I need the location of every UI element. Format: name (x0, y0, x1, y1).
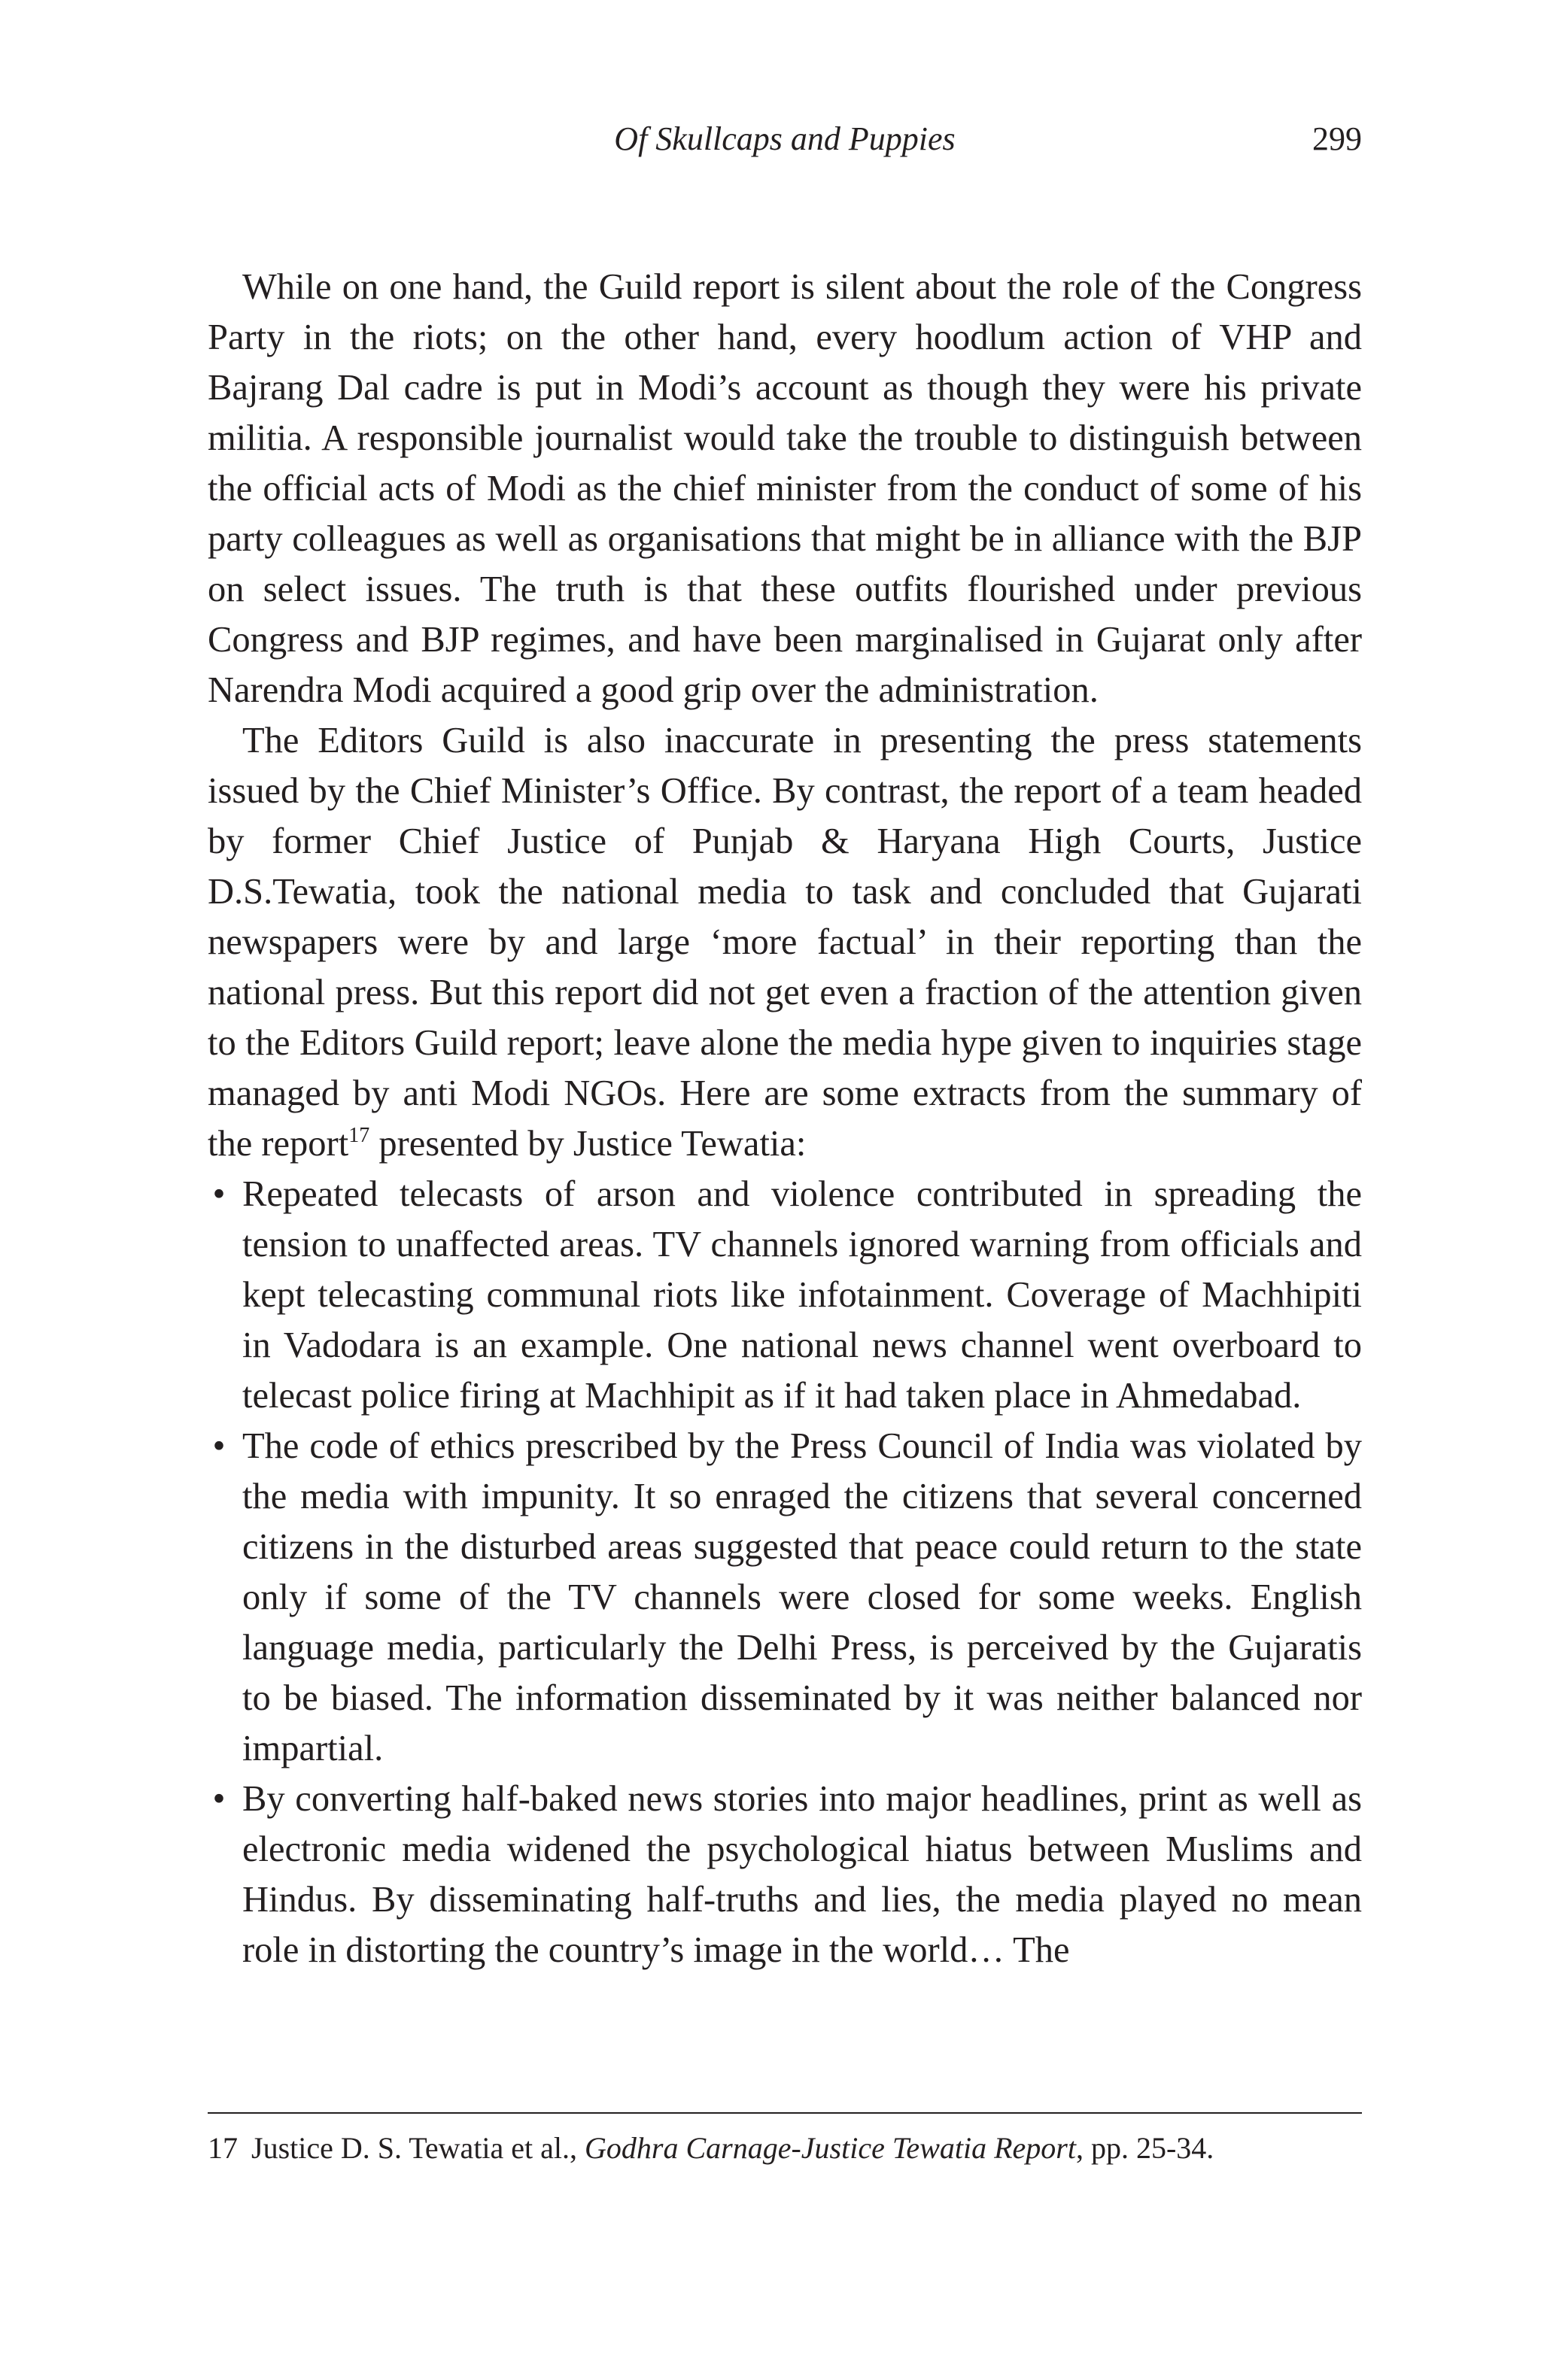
page-number: 299 (1312, 120, 1362, 157)
footnote (208, 2126, 1362, 2171)
bullet-icon: • (212, 1174, 226, 1214)
footnote-divider (208, 2112, 1362, 2114)
bullet-text: By converting half-baked news stories into major headlines, print as well as electronic media widened the psychological hiatus between Muslims and Hindus. By disseminating half-truths and lies, the media played no mean role in distorting the country’s image in the world… The (242, 1779, 1362, 1970)
bullet-list (208, 1169, 1362, 1975)
paragraph (208, 715, 1362, 1169)
body-text (208, 262, 1362, 1975)
bullet-item (208, 1169, 1362, 1421)
running-head (208, 113, 1362, 165)
footnote-pages: , pp. 25-34. (1075, 2131, 1214, 2165)
paragraph-text: The Editors Guild is also inaccurate in presenting the press statements issued by the Chief Minister’s Office. By contrast, the report of a team headed by former Chief Justice of Punjab & Haryana High Courts, Justice D.S.Tewatia, took the national media to task and concluded that Gujarati newspapers were by and large ‘more factual’ in their reporting than the national press. But this report did not get even a fraction of the attention given to the Editors Guild report; leave alone the media hype given to inquiries stage managed by anti Modi NGOs. Here are some extracts from the summary of the report (208, 721, 1362, 1164)
footnote-author: Justice D. S. Tewatia et al., (251, 2131, 585, 2165)
bullet-item (208, 1421, 1362, 1774)
paragraph-text: presented by Justice Tewatia: (369, 1124, 807, 1164)
bullet-item (208, 1774, 1362, 1975)
footnote-reference: 17 (348, 1124, 370, 1147)
bullet-text: Repeated telecasts of arson and violence contributed in spreading the tension to unaffected areas. TV channels ignored warning from officials and kept telecasting communal riots like infotainment. Coverage of Machhipiti in Vadodara is an example. One national news channel went overboard to telecast police firing at Machhipit as if it had taken place in Ahmedabad. (242, 1174, 1362, 1416)
bullet-icon: • (212, 1779, 226, 1819)
footnote-title: Godhra Carnage-Justice Tewatia Report (585, 2131, 1076, 2165)
bullet-icon: • (212, 1426, 226, 1466)
footnote-number: 17 (208, 2131, 238, 2165)
bullet-text: The code of ethics prescribed by the Press Council of India was violated by the media with impunity. It so enraged the citizens that several concerned citizens in the disturbed areas suggested that peace could return to the state only if some of the TV channels were closed for some weeks. English language media, particularly the Delhi Press, is perceived by the Gujaratis to be biased. The information disseminated by it was neither balanced nor impartial. (242, 1426, 1362, 1768)
running-title: Of Skullcaps and Puppies (614, 120, 956, 157)
paragraph: While on one hand, the Guild report is silent about the role of the Congress Party in the riots; on the other hand, every hoodlum action of VHP and Bajrang Dal cadre is put in Modi’s account as though they were his private militia. A responsible journalist would take the trouble to distinguish between the official acts of Modi as the chief minister from the conduct of some of his party colleagues as well as organisations that might be in alliance with the BJP on select issues. The truth is that these outfits flourished under previous Congress and BJP regimes, and have been marginalised in Gujarat only after Narendra Modi acquired a good grip over the administration. (208, 267, 1362, 710)
